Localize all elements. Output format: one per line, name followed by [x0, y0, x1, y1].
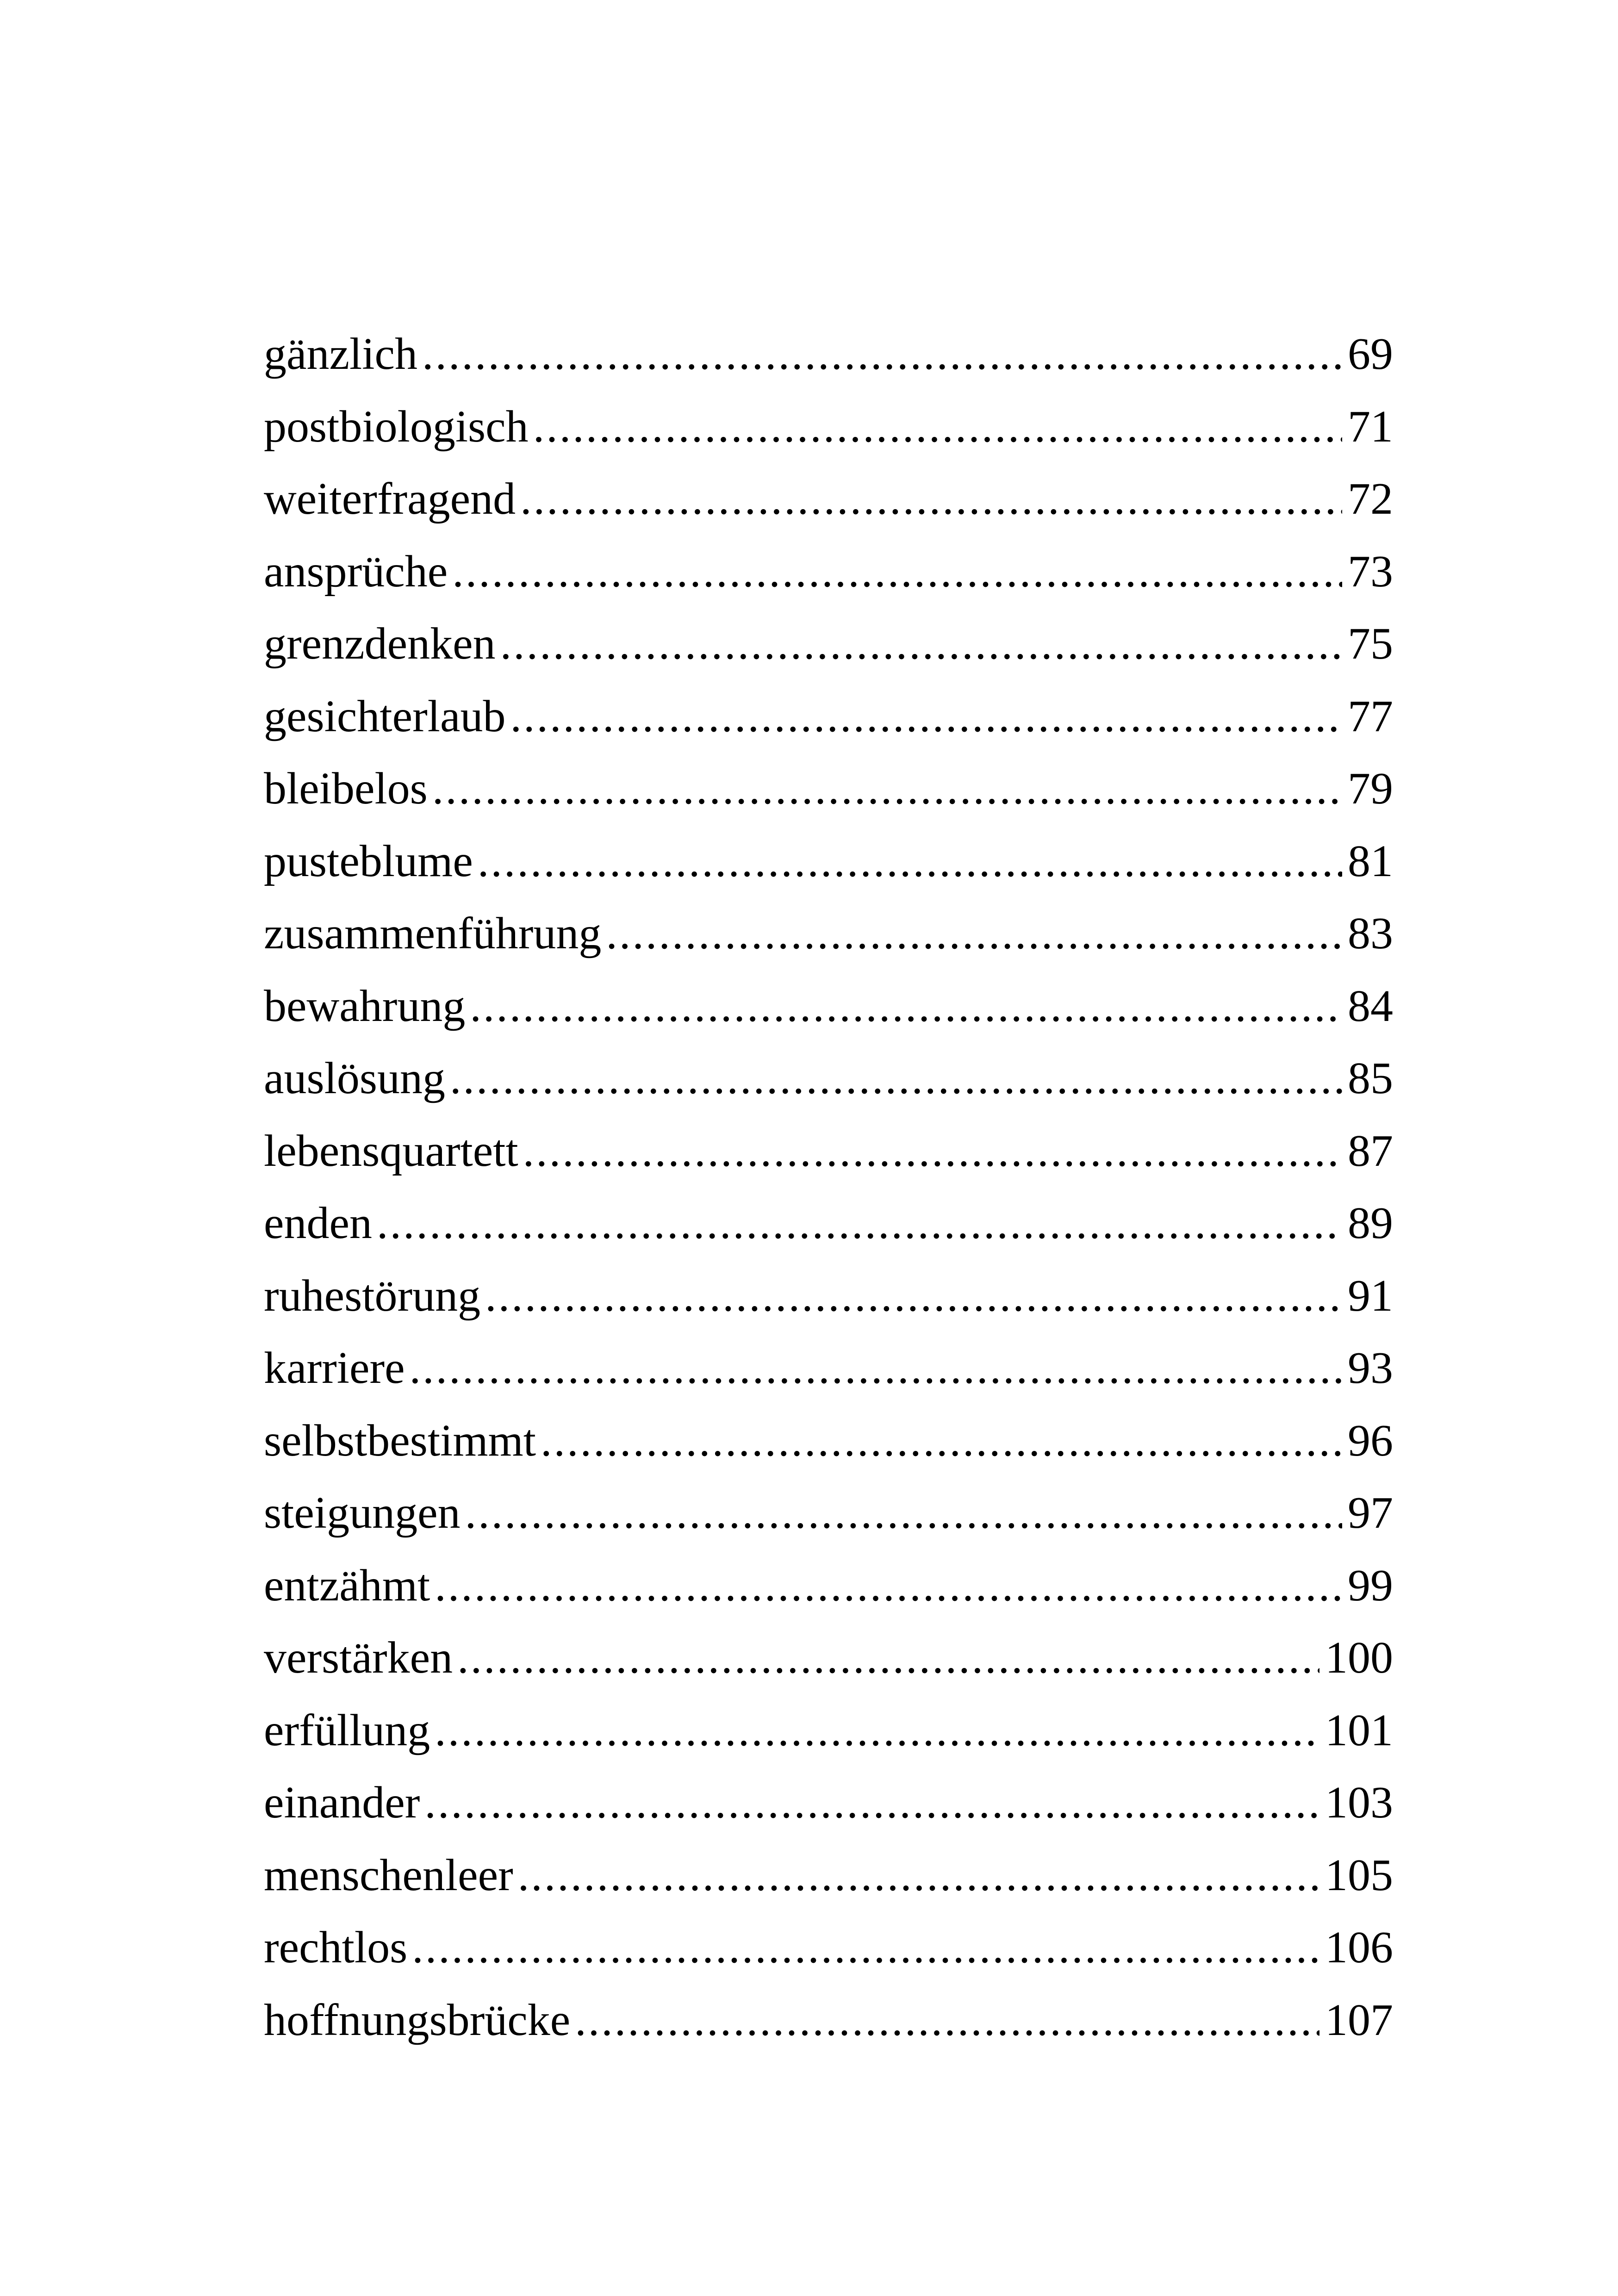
toc-dot-leader: [452, 544, 1342, 599]
toc-entry-page: 100: [1325, 1633, 1393, 1683]
toc-dot-leader: [435, 1703, 1319, 1758]
toc-dot-leader: [541, 1413, 1342, 1468]
toc-entry-title: pusteblume: [264, 836, 473, 886]
toc-entry[interactable]: [264, 1558, 1393, 1630]
toc-entry-page: 91: [1348, 1270, 1393, 1321]
toc-dot-leader: [457, 1630, 1319, 1686]
toc-entry-page: 75: [1348, 619, 1393, 669]
toc-entry[interactable]: [264, 1123, 1393, 1196]
toc-entry[interactable]: [264, 1268, 1393, 1341]
toc-dot-leader: [478, 834, 1342, 889]
toc-entry[interactable]: [264, 1485, 1393, 1558]
toc-entry[interactable]: [264, 689, 1393, 761]
toc-entry-title: grenzdenken: [264, 619, 496, 669]
toc-entry[interactable]: [264, 834, 1393, 906]
toc-dot-leader: [533, 399, 1342, 454]
toc-dot-leader: [470, 978, 1342, 1034]
toc-dot-leader: [485, 1268, 1342, 1324]
toc-entry-title: karriere: [264, 1343, 405, 1393]
toc-entry-page: 72: [1348, 474, 1393, 524]
toc-dot-leader: [523, 1123, 1342, 1179]
toc-entry-title: enden: [264, 1198, 372, 1248]
toc-entry[interactable]: [264, 1703, 1393, 1775]
toc-entry[interactable]: [264, 1775, 1393, 1848]
toc-entry[interactable]: [264, 1051, 1393, 1123]
toc-entry-title: ansprüche: [264, 546, 448, 597]
toc-dot-leader: [520, 471, 1342, 527]
toc-entry-page: 97: [1348, 1488, 1393, 1538]
toc-entry[interactable]: [264, 1920, 1393, 1992]
toc-entry[interactable]: [264, 544, 1393, 616]
toc-entry-page: 89: [1348, 1198, 1393, 1248]
toc-dot-leader: [424, 1775, 1319, 1830]
toc-entry-title: selbstbestimmt: [264, 1415, 536, 1466]
toc-entry-page: 93: [1348, 1343, 1393, 1393]
toc-entry-page: 79: [1348, 764, 1393, 814]
toc-entry-page: 77: [1348, 691, 1393, 741]
toc-entry-page: 69: [1348, 329, 1393, 379]
toc-entry-title: verstärken: [264, 1633, 453, 1683]
toc-dot-leader: [465, 1485, 1342, 1541]
toc-entry-title: hoffnungsbrücke: [264, 1995, 571, 2045]
toc-dot-leader: [500, 616, 1342, 672]
toc-entry-page: 99: [1348, 1560, 1393, 1611]
toc-entry[interactable]: [264, 1195, 1393, 1268]
toc-dot-leader: [432, 761, 1342, 816]
toc-entry-title: erfüllung: [264, 1705, 430, 1755]
toc-entry[interactable]: [264, 326, 1393, 399]
toc-entry[interactable]: [264, 978, 1393, 1051]
toc-entry-title: rechtlos: [264, 1923, 408, 1972]
toc-entry-page: 107: [1325, 1995, 1393, 2045]
toc-dot-leader: [410, 1340, 1342, 1396]
toc-entry[interactable]: [264, 1630, 1393, 1703]
toc-entry[interactable]: [264, 616, 1393, 689]
toc-entry-title: postbiologisch: [264, 401, 529, 452]
toc-entry[interactable]: [264, 1848, 1393, 1920]
toc-entry-page: 71: [1348, 401, 1393, 452]
toc-entry[interactable]: [264, 906, 1393, 978]
toc-entry[interactable]: [264, 1992, 1393, 2065]
toc-dot-leader: [412, 1920, 1319, 1975]
toc-entry-title: bleibelos: [264, 764, 428, 814]
toc-entry-page: 106: [1325, 1923, 1393, 1972]
toc-dot-leader: [510, 689, 1342, 744]
toc-entry-page: 101: [1325, 1705, 1393, 1755]
toc-entry-page: 85: [1348, 1053, 1393, 1103]
toc-entry-title: bewahrung: [264, 981, 466, 1031]
toc-entry-title: gesichterlaub: [264, 691, 506, 741]
toc-dot-leader: [450, 1051, 1342, 1106]
toc-entry-page: 81: [1348, 836, 1393, 886]
toc-entry-title: zusammenführung: [264, 908, 602, 958]
toc-entry-title: lebensquartett: [264, 1126, 518, 1176]
toc-entry-page: 103: [1325, 1778, 1393, 1828]
toc-entry-title: auslösung: [264, 1053, 445, 1103]
toc-entry[interactable]: [264, 761, 1393, 834]
toc-entry[interactable]: [264, 399, 1393, 472]
toc-entry-title: steigungen: [264, 1488, 461, 1538]
toc-dot-leader: [377, 1195, 1342, 1251]
toc-entry-title: ruhestörung: [264, 1270, 481, 1321]
toc-entry-title: weiterfragend: [264, 474, 516, 524]
toc-entry-page: 105: [1325, 1850, 1393, 1900]
toc-entry-title: gänzlich: [264, 329, 417, 379]
toc-dot-leader: [422, 326, 1342, 382]
toc-entry-page: 87: [1348, 1126, 1393, 1176]
toc-entry[interactable]: [264, 1413, 1393, 1486]
toc-entry[interactable]: [264, 1340, 1393, 1413]
toc-dot-leader: [435, 1558, 1342, 1613]
toc-entry-page: 84: [1348, 981, 1393, 1031]
toc-dot-leader: [575, 1992, 1319, 2048]
toc-entry-page: 73: [1348, 546, 1393, 597]
toc-entry[interactable]: [264, 471, 1393, 544]
toc-entry-title: menschenleer: [264, 1850, 513, 1900]
table-of-contents: [264, 326, 1393, 2065]
toc-entry-page: 83: [1348, 908, 1393, 958]
toc-dot-leader: [606, 906, 1342, 961]
toc-dot-leader: [518, 1848, 1319, 1903]
toc-entry-page: 96: [1348, 1415, 1393, 1466]
toc-entry-title: entzähmt: [264, 1560, 430, 1611]
toc-entry-title: einander: [264, 1778, 420, 1828]
